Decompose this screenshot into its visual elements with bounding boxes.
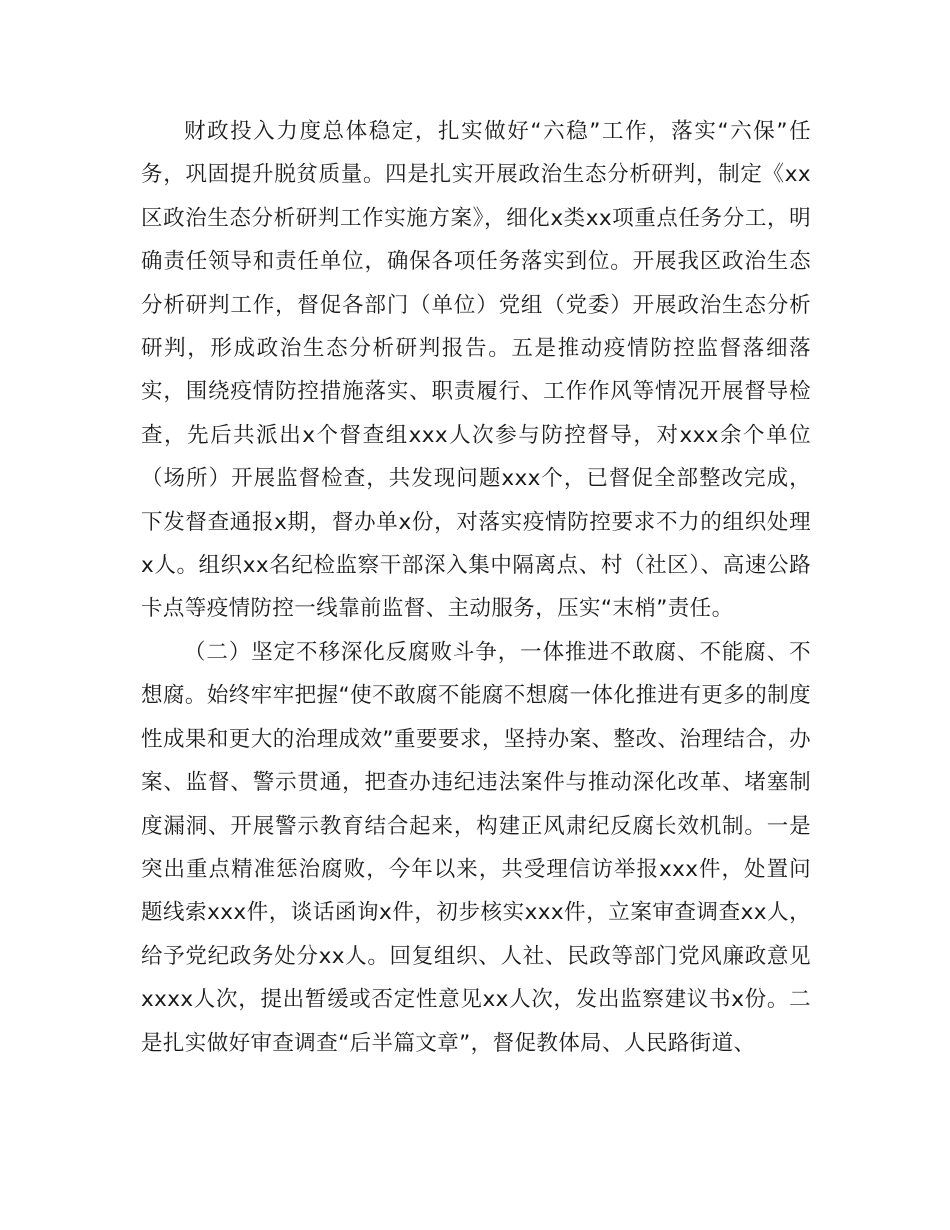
document-body	[141, 110, 811, 1065]
paragraph-2: （二）坚定不移深化反腐败斗争，一体推进不敢腐、不能腐、不想腐。始终牢牢把握“使不敢腐不能腐不想腐一体化推进有更多的制度性成果和更大的治理成效”重要要求，坚持办案、整改、治理结合，办案、监督、警示贯通，把查办违纪违法案件与推动深化改革、堵塞制度漏洞、开展警示教育结合起来，构建正风肃纪反腐长效机制。一是突出重点精准惩治腐败，今年以来，共受理信访举报xxx件，处置问题线索xxx件，谈话函询x件，初步核实xxx件，立案审查调查xx人，给予党纪政务处分xx人。回复组织、人社、民政等部门党风廉政意见xxxx人次，提出暂缓或否定性意见xx人次，发出监察建议书x份。二是扎实做好审查调查“后半篇文章”，督促教体局、人民路街道、	[141, 639, 811, 1056]
paragraph-1: 财政投入力度总体稳定，扎实做好“六稳”工作，落实“六保”任务，巩固提升脱贫质量。四是扎实开展政治生态分析研判，制定《xx区政治生态分析研判工作实施方案》，细化x类xx项重点任务分工，明确责任领导和责任单位，确保各项任务落实到位。开展我区政治生态分析研判工作，督促各部门（单位）党组（党委）开展政治生态分析研判，形成政治生态分析研判报告。五是推动疫情防控监督落细落实，围绕疫情防控措施落实、职责履行、工作作风等情况开展督导检查，先后共派出x个督查组xxx人次参与防控督导，对xxx余个单位（场所）开展监督检查，共发现问题xxx个，已督促全部整改完成，下发督查通报x期，督办单x份，对落实疫情防控要求不力的组织处理x人。组织xx名纪检监察干部深入集中隔离点、村（社区）、高速公路卡点等疫情防控一线靠前监督、主动服务，压实“末梢”责任。	[141, 119, 811, 622]
